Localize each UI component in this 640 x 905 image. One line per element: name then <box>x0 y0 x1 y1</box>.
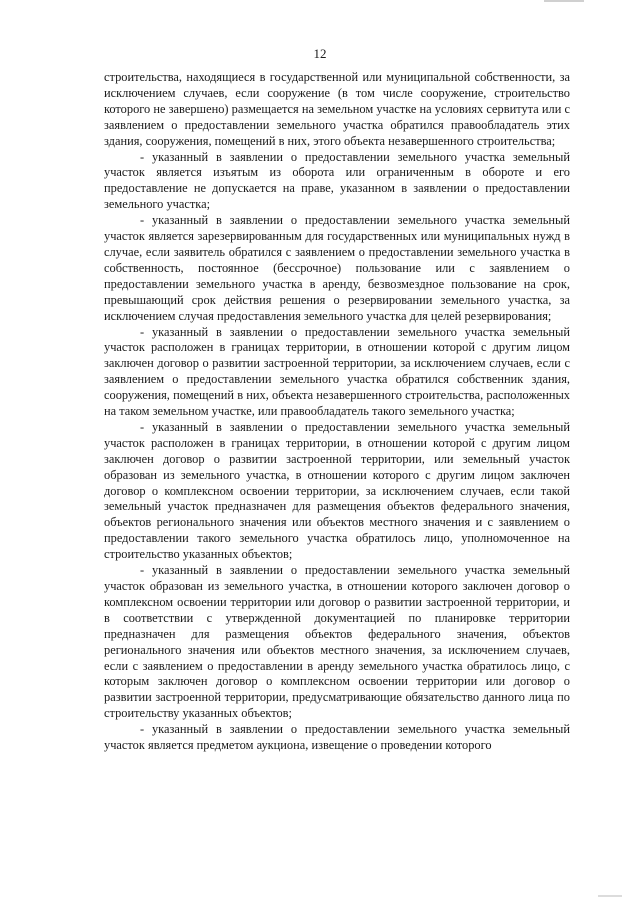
list-item-paragraph: - указанный в заявлении о предоставлении земельного участка земельный участок расположен в границах территории, в отношении которой с другим лицом заключен договор о развитии застроенной территории, или земельный участок образован из земельного участка, в отношении которого с другим лицом заключен договор о комплексном освоении территории, за исключением случаев, если такой земельный участок предназначен для размещения объектов федерального значения, объектов регионального значения или объектов местного значения и с заявлением о предоставлении такого земельного участка обратилось лицо, уполномоченное на строительство указанных объектов; <box>104 419 570 562</box>
list-item-paragraph: - указанный в заявлении о предоставлении земельного участка земельный участок образован из земельного участка, в отношении которого заключен договор о комплексном освоении территории или договор о развитии застроенной территории, и в соответствии с утвержденной документацией по планировке территории предназначен для размещения объектов федерального значения, объектов регионального значения или объектов местного значения, за исключением случаев, если с заявлением о предоставлении в аренду земельного участка обратилось лицо, с которым заключен договор о комплексном освоении территории или договор о развитии застроенной территории, предусматривающие обязательство данного лица по строительству указанных объектов; <box>104 563 570 721</box>
scan-artifact <box>544 0 584 2</box>
list-item-paragraph: - указанный в заявлении о предоставлении земельного участка земельный участок является зарезервированным для государственных или муниципальных нужд в случае, если заявитель обратился с заявлением о предоставлении земельного участка в собственность, постоянное (бессрочное) пользование или с заявлением о предоставлении земельного участка в аренду, безвозмездное пользование на срок, превышающий срок действия решения о резервировании земельного участка, за исключением случая предоставления земельного участка для целей резервирования; <box>104 213 570 323</box>
paragraph-continuation: строительства, находящиеся в государственной или муниципальной собственности, за исключением случаев, если сооружение (в том числе сооружение, строительство которого не завершено) размещается на земельном участке на условиях сервитута или с заявлением о предоставлении земельного участка обратился правообладатель этих здания, сооружения, помещений в них, этого объекта незавершенного строительства; <box>104 70 570 148</box>
scan-artifact <box>598 895 622 897</box>
list-item-paragraph: - указанный в заявлении о предоставлении земельного участка земельный участок расположен в границах территории, в отношении которой с другим лицом заключен договор о развитии застроенной территории, за исключением случаев, если с заявлением о предоставлении земельного участка обратился собственник здания, сооружения, помещений в них, объекта незавершенного строительства, расположенных на таком земельном участке, или правообладатель такого земельного участка; <box>104 324 570 419</box>
page-number: 12 <box>313 46 327 61</box>
list-item-paragraph: - указанный в заявлении о предоставлении земельного участка земельный участок является изъятым из оборота или ограниченным в обороте и его предоставление не допускается на праве, указанном в заявлении о предоставлении земельного участка; <box>104 149 570 212</box>
list-item-paragraph: - указанный в заявлении о предоставлении земельного участка земельный участок является предметом аукциона, извещение о проведении которого <box>104 722 570 753</box>
document-body <box>104 70 570 754</box>
